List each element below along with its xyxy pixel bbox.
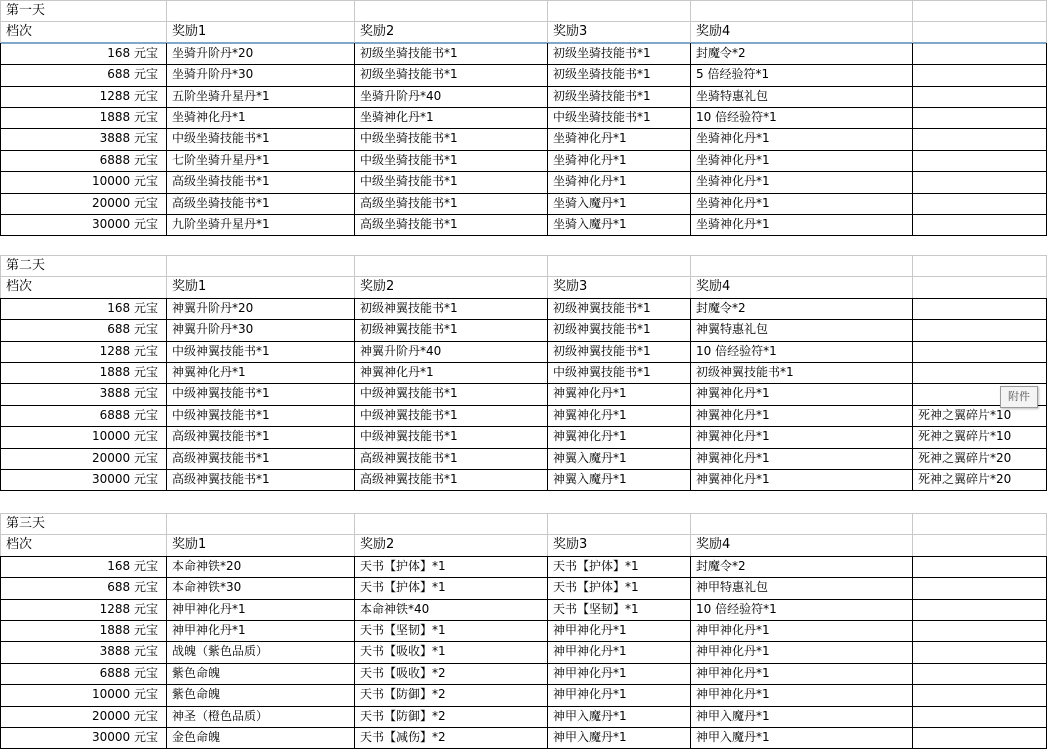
header-reward[interactable]: 奖励1 xyxy=(172,279,207,294)
reward-cell[interactable]: 神圣（橙色品质） xyxy=(172,709,269,723)
reward-cell[interactable] xyxy=(912,43,1047,64)
row-gridline xyxy=(0,469,1047,470)
tier-cell[interactable]: 3888 元宝 xyxy=(99,644,158,658)
reward-cell[interactable]: 中级神翼技能书*1 xyxy=(360,386,458,400)
row-gridline xyxy=(0,341,1047,342)
reward-cell[interactable]: 神翼神化丹*1 xyxy=(553,386,627,400)
reward-cell[interactable] xyxy=(912,341,1047,362)
tier-cell[interactable]: 20000 元宝 xyxy=(92,451,158,465)
tier-cell[interactable]: 20000 元宝 xyxy=(92,196,158,210)
header-reward[interactable]: 奖励3 xyxy=(553,537,588,552)
column-gridline xyxy=(166,513,167,556)
reward-cell[interactable]: 初级坐骑技能书*1 xyxy=(553,67,651,81)
reward-cell[interactable]: 中级神翼技能书*1 xyxy=(553,365,651,379)
column-gridline xyxy=(690,298,691,491)
reward-cell[interactable]: 初级神翼技能书*1 xyxy=(360,322,458,336)
reward-cell[interactable]: 神翼神化丹*1 xyxy=(696,429,770,443)
row-gridline xyxy=(0,534,1047,535)
row-gridline xyxy=(0,128,1047,129)
column-gridline xyxy=(166,556,167,749)
column-gridline xyxy=(166,298,167,491)
reward-cell[interactable]: 神甲入魔丹*1 xyxy=(696,709,770,723)
tier-cell[interactable]: 6888 元宝 xyxy=(99,153,158,167)
tier-cell[interactable]: 168 元宝 xyxy=(107,559,158,573)
column-gridline xyxy=(166,43,167,236)
header-reward[interactable]: 奖励1 xyxy=(172,24,207,39)
row-gridline xyxy=(0,86,1047,87)
reward-cell[interactable]: 紫色命魄 xyxy=(172,666,221,680)
column-gridline xyxy=(912,556,913,749)
row-gridline xyxy=(0,298,1047,299)
reward-cell[interactable]: 神翼神化丹*1 xyxy=(696,386,770,400)
reward-cell[interactable]: 神翼升阶丹*30 xyxy=(172,322,254,336)
reward-cell[interactable]: 天书【防御】*2 xyxy=(360,687,446,701)
header-reward[interactable] xyxy=(912,276,1047,297)
reward-cell[interactable]: 坐骑神化丹*1 xyxy=(696,153,770,167)
row-gridline xyxy=(0,214,1047,215)
tier-cell[interactable]: 168 元宝 xyxy=(107,46,158,60)
tier-cell[interactable]: 1288 元宝 xyxy=(99,344,158,358)
column-gridline xyxy=(912,255,913,298)
reward-cell[interactable]: 中级坐骑技能书*1 xyxy=(360,174,458,188)
reward-cell[interactable]: 神翼升阶丹*20 xyxy=(172,301,254,315)
row-gridline xyxy=(0,706,1047,707)
reward-cell[interactable]: 神甲神化丹*1 xyxy=(553,666,627,680)
column-gridline xyxy=(166,0,167,43)
reward-cell[interactable]: 坐骑神化丹*1 xyxy=(696,174,770,188)
reward-cell[interactable]: 坐骑神化丹*1 xyxy=(696,217,770,231)
row-gridline xyxy=(0,727,1047,728)
row-gridline xyxy=(0,64,1047,65)
reward-cell[interactable]: 坐骑神化丹*1 xyxy=(172,110,246,124)
reward-cell[interactable] xyxy=(912,171,1047,192)
row-gridline xyxy=(0,362,1047,363)
reward-cell[interactable]: 神翼入魔丹*1 xyxy=(553,451,627,465)
reward-cell[interactable]: 坐骑神化丹*1 xyxy=(553,131,627,145)
reward-cell[interactable]: 中级坐骑技能书*1 xyxy=(360,153,458,167)
reward-cell[interactable]: 高级神翼技能书*1 xyxy=(172,472,270,486)
header-reward[interactable]: 奖励4 xyxy=(696,537,731,552)
tier-cell[interactable]: 6888 元宝 xyxy=(99,666,158,680)
reward-cell[interactable]: 天书【坚韧】*1 xyxy=(360,623,446,637)
column-gridline xyxy=(547,0,548,43)
column-gridline xyxy=(0,43,1,236)
row-gridline xyxy=(0,319,1047,320)
column-gridline xyxy=(690,255,691,298)
header-tier[interactable]: 档次 xyxy=(6,279,33,294)
reward-cell[interactable]: 九阶坐骑升星丹*1 xyxy=(172,217,270,231)
reward-cell[interactable]: 高级坐骑技能书*1 xyxy=(360,196,458,210)
reward-cell[interactable]: 神翼神化丹*1 xyxy=(696,451,770,465)
reward-cell[interactable]: 神翼神化丹*1 xyxy=(553,408,627,422)
reward-cell[interactable]: 高级坐骑技能书*1 xyxy=(172,196,270,210)
row-gridline xyxy=(0,599,1047,600)
column-gridline xyxy=(0,255,1,298)
reward-cell[interactable]: 死神之翼碎片*10 xyxy=(918,408,1012,422)
tier-cell[interactable]: 10000 元宝 xyxy=(92,687,158,701)
row-gridline xyxy=(0,620,1047,621)
reward-cell[interactable] xyxy=(912,107,1047,128)
column-gridline xyxy=(547,513,548,556)
reward-cell[interactable]: 神翼神化丹*1 xyxy=(172,365,246,379)
reward-cell[interactable]: 神翼特惠礼包 xyxy=(696,322,769,336)
column-gridline xyxy=(0,0,1,43)
row-gridline xyxy=(0,383,1047,384)
reward-cell[interactable]: 神甲神化丹*1 xyxy=(696,666,770,680)
row-gridline xyxy=(0,150,1047,151)
reward-cell[interactable]: 天书【吸收】*2 xyxy=(360,666,446,680)
tier-cell[interactable]: 688 元宝 xyxy=(107,580,158,594)
row-gridline xyxy=(0,448,1047,449)
row-gridline xyxy=(0,0,1047,1)
reward-cell[interactable]: 初级坐骑技能书*1 xyxy=(553,89,651,103)
reward-cell[interactable] xyxy=(912,577,1047,598)
header-reward[interactable] xyxy=(912,534,1047,555)
header-reward[interactable]: 奖励2 xyxy=(360,537,395,552)
reward-cell[interactable]: 坐骑神化丹*1 xyxy=(553,153,627,167)
column-gridline xyxy=(354,43,355,236)
reward-cell[interactable]: 坐骑升阶丹*20 xyxy=(172,46,254,60)
reward-cell[interactable]: 坐骑入魔丹*1 xyxy=(553,217,627,231)
reward-cell[interactable]: 初级神翼技能书*1 xyxy=(696,365,794,379)
reward-cell[interactable]: 高级坐骑技能书*1 xyxy=(360,217,458,231)
column-gridline xyxy=(0,556,1,749)
column-gridline xyxy=(690,43,691,236)
reward-cell[interactable] xyxy=(912,706,1047,727)
reward-cell[interactable]: 初级神翼技能书*1 xyxy=(360,301,458,315)
row-gridline xyxy=(0,513,1047,514)
tier-cell[interactable]: 1288 元宝 xyxy=(99,602,158,616)
row-gridline xyxy=(0,577,1047,578)
tier-cell[interactable]: 1288 元宝 xyxy=(99,89,158,103)
reward-cell[interactable]: 七阶坐骑升星丹*1 xyxy=(172,153,270,167)
column-gridline xyxy=(547,298,548,491)
tier-cell[interactable]: 10000 元宝 xyxy=(92,174,158,188)
reward-cell[interactable]: 神翼神化丹*1 xyxy=(360,365,434,379)
reward-cell[interactable]: 神甲神化丹*1 xyxy=(696,644,770,658)
reward-cell[interactable] xyxy=(912,298,1047,319)
reward-cell[interactable] xyxy=(912,319,1047,340)
attachment-tooltip[interactable]: 附件 xyxy=(1000,386,1038,408)
column-gridline xyxy=(166,255,167,298)
reward-cell[interactable]: 初级神翼技能书*1 xyxy=(553,344,651,358)
row-gridline xyxy=(0,748,1047,749)
reward-cell[interactable] xyxy=(912,214,1047,235)
reward-cell[interactable]: 本命神铁*40 xyxy=(360,602,430,616)
reward-cell[interactable]: 神甲神化丹*1 xyxy=(172,602,246,616)
row-gridline xyxy=(0,684,1047,685)
header-tier[interactable]: 档次 xyxy=(6,24,33,39)
reward-cell[interactable]: 高级神翼技能书*1 xyxy=(172,451,270,465)
section-title[interactable]: 第一天 xyxy=(6,3,46,18)
column-gridline xyxy=(912,298,913,491)
reward-cell[interactable] xyxy=(912,362,1047,383)
reward-cell[interactable]: 初级坐骑技能书*1 xyxy=(360,67,458,81)
tier-cell[interactable]: 688 元宝 xyxy=(107,322,158,336)
row-gridline xyxy=(0,107,1047,108)
column-gridline xyxy=(690,0,691,43)
header-reward[interactable]: 奖励3 xyxy=(553,279,588,294)
reward-cell[interactable]: 神甲神化丹*1 xyxy=(696,623,770,637)
reward-cell[interactable]: 神翼神化丹*1 xyxy=(553,429,627,443)
reward-cell[interactable]: 中级神翼技能书*1 xyxy=(172,344,270,358)
reward-cell[interactable]: 高级神翼技能书*1 xyxy=(360,472,458,486)
reward-cell[interactable]: 神甲入魔丹*1 xyxy=(553,730,627,744)
reward-cell[interactable]: 神翼神化丹*1 xyxy=(696,408,770,422)
reward-cell[interactable]: 中级神翼技能书*1 xyxy=(360,429,458,443)
reward-cell[interactable]: 金色命魄 xyxy=(172,730,221,744)
header-reward[interactable]: 奖励4 xyxy=(696,24,731,39)
tier-cell[interactable]: 3888 元宝 xyxy=(99,386,158,400)
reward-cell[interactable]: 天书【护体】*1 xyxy=(553,559,639,573)
reward-cell[interactable] xyxy=(912,663,1047,684)
tier-cell[interactable]: 30000 元宝 xyxy=(92,217,158,231)
reward-cell[interactable]: 天书【坚韧】*1 xyxy=(553,602,639,616)
reward-cell[interactable]: 神甲特惠礼包 xyxy=(696,580,769,594)
reward-cell[interactable] xyxy=(912,64,1047,85)
reward-cell[interactable] xyxy=(912,599,1047,620)
reward-cell[interactable]: 天书【吸收】*1 xyxy=(360,644,446,658)
reward-cell[interactable]: 本命神铁*20 xyxy=(172,559,242,573)
reward-cell[interactable]: 中级坐骑技能书*1 xyxy=(553,110,651,124)
reward-cell[interactable]: 坐骑入魔丹*1 xyxy=(553,196,627,210)
tier-cell[interactable]: 30000 元宝 xyxy=(92,472,158,486)
column-gridline xyxy=(690,513,691,556)
reward-cell[interactable] xyxy=(912,86,1047,107)
reward-cell[interactable] xyxy=(912,556,1047,577)
column-gridline xyxy=(547,255,548,298)
reward-cell[interactable]: 中级神翼技能书*1 xyxy=(172,386,270,400)
reward-cell[interactable]: 神翼神化丹*1 xyxy=(696,472,770,486)
reward-cell[interactable]: 死神之翼碎片*10 xyxy=(918,429,1012,443)
column-gridline xyxy=(0,513,1,556)
reward-cell[interactable]: 神翼入魔丹*1 xyxy=(553,472,627,486)
reward-cell[interactable]: 坐骑特惠礼包 xyxy=(696,89,769,103)
column-gridline xyxy=(354,513,355,556)
row-gridline xyxy=(0,663,1047,664)
column-gridline xyxy=(912,43,913,236)
tier-cell[interactable]: 1888 元宝 xyxy=(99,110,158,124)
reward-cell[interactable]: 神甲入魔丹*1 xyxy=(553,709,627,723)
reward-cell[interactable]: 5 倍经验符*1 xyxy=(696,67,770,81)
reward-cell[interactable]: 坐骑神化丹*1 xyxy=(553,174,627,188)
reward-cell[interactable]: 初级坐骑技能书*1 xyxy=(553,46,651,60)
reward-cell[interactable]: 战魄（紫色品质） xyxy=(172,644,269,658)
reward-cell[interactable]: 天书【防御】*2 xyxy=(360,709,446,723)
header-tier[interactable]: 档次 xyxy=(6,537,33,552)
column-gridline xyxy=(0,298,1,491)
column-gridline xyxy=(547,556,548,749)
section-title[interactable]: 第二天 xyxy=(6,258,46,273)
reward-cell[interactable]: 封魔令*2 xyxy=(696,301,746,315)
reward-cell[interactable]: 神甲神化丹*1 xyxy=(553,623,627,637)
row-gridline xyxy=(0,255,1047,256)
reward-cell[interactable]: 五阶坐骑升星丹*1 xyxy=(172,89,270,103)
reward-cell[interactable]: 坐骑神化丹*1 xyxy=(360,110,434,124)
column-gridline xyxy=(354,0,355,43)
reward-cell[interactable]: 天书【护体】*1 xyxy=(360,580,446,594)
reward-cell[interactable]: 神甲神化丹*1 xyxy=(553,644,627,658)
reward-cell[interactable]: 初级坐骑技能书*1 xyxy=(360,46,458,60)
column-gridline xyxy=(912,513,913,556)
header-reward[interactable]: 奖励2 xyxy=(360,279,395,294)
column-gridline xyxy=(354,255,355,298)
reward-cell[interactable]: 中级坐骑技能书*1 xyxy=(172,131,270,145)
reward-cell[interactable]: 封魔令*2 xyxy=(696,46,746,60)
header-reward[interactable]: 奖励3 xyxy=(553,24,588,39)
reward-cell[interactable]: 神甲神化丹*1 xyxy=(696,687,770,701)
reward-cell[interactable]: 10 倍经验符*1 xyxy=(696,344,777,358)
column-gridline xyxy=(547,43,548,236)
reward-cell[interactable] xyxy=(912,620,1047,641)
reward-cell[interactable]: 中级神翼技能书*1 xyxy=(360,408,458,422)
selection-border xyxy=(0,42,1047,44)
reward-cell[interactable]: 坐骑神化丹*1 xyxy=(696,131,770,145)
row-gridline xyxy=(0,556,1047,557)
row-gridline xyxy=(0,641,1047,642)
reward-cell[interactable]: 初级神翼技能书*1 xyxy=(553,301,651,315)
reward-cell[interactable] xyxy=(912,150,1047,171)
row-gridline xyxy=(0,171,1047,172)
tier-cell[interactable]: 10000 元宝 xyxy=(92,429,158,443)
reward-cell[interactable] xyxy=(912,684,1047,705)
tier-cell[interactable]: 20000 元宝 xyxy=(92,709,158,723)
reward-cell[interactable]: 神甲神化丹*1 xyxy=(553,687,627,701)
reward-cell[interactable]: 封魔令*2 xyxy=(696,559,746,573)
header-reward[interactable] xyxy=(912,21,1047,42)
tier-cell[interactable]: 1888 元宝 xyxy=(99,365,158,379)
row-gridline xyxy=(0,276,1047,277)
column-gridline xyxy=(690,556,691,749)
reward-cell[interactable]: 高级神翼技能书*1 xyxy=(360,451,458,465)
reward-cell[interactable]: 天书【护体】*1 xyxy=(360,559,446,573)
header-reward[interactable]: 奖励2 xyxy=(360,24,395,39)
reward-cell[interactable]: 坐骑升阶丹*30 xyxy=(172,67,254,81)
reward-cell[interactable]: 中级神翼技能书*1 xyxy=(172,408,270,422)
header-reward[interactable]: 奖励4 xyxy=(696,279,731,294)
reward-cell[interactable]: 本命神铁*30 xyxy=(172,580,242,594)
reward-cell[interactable] xyxy=(912,727,1047,748)
tier-cell[interactable]: 688 元宝 xyxy=(107,67,158,81)
reward-cell[interactable]: 天书【护体】*1 xyxy=(553,580,639,594)
row-gridline xyxy=(0,405,1047,406)
tier-cell[interactable]: 6888 元宝 xyxy=(99,408,158,422)
row-gridline xyxy=(0,21,1047,22)
reward-cell[interactable]: 中级坐骑技能书*1 xyxy=(360,131,458,145)
reward-cell[interactable]: 天书【减伤】*2 xyxy=(360,730,446,744)
tier-cell[interactable]: 30000 元宝 xyxy=(92,730,158,744)
reward-cell[interactable] xyxy=(912,193,1047,214)
tier-cell[interactable]: 1888 元宝 xyxy=(99,623,158,637)
reward-cell[interactable]: 高级坐骑技能书*1 xyxy=(172,174,270,188)
header-reward[interactable]: 奖励1 xyxy=(172,537,207,552)
column-gridline xyxy=(354,556,355,749)
column-gridline xyxy=(912,0,913,43)
row-gridline xyxy=(0,193,1047,194)
reward-cell[interactable]: 初级神翼技能书*1 xyxy=(553,322,651,336)
reward-cell[interactable]: 10 倍经验符*1 xyxy=(696,110,777,124)
reward-cell[interactable]: 死神之翼碎片*20 xyxy=(918,451,1012,465)
reward-cell[interactable]: 坐骑神化丹*1 xyxy=(696,196,770,210)
reward-cell[interactable]: 10 倍经验符*1 xyxy=(696,602,777,616)
reward-cell[interactable]: 紫色命魄 xyxy=(172,687,221,701)
column-gridline xyxy=(354,298,355,491)
tier-cell[interactable]: 168 元宝 xyxy=(107,301,158,315)
reward-cell[interactable] xyxy=(912,641,1047,662)
reward-cell[interactable]: 死神之翼碎片*20 xyxy=(918,472,1012,486)
row-gridline xyxy=(0,426,1047,427)
row-gridline xyxy=(0,490,1047,491)
section-title[interactable]: 第三天 xyxy=(6,516,46,531)
reward-cell[interactable]: 神甲神化丹*1 xyxy=(172,623,246,637)
reward-cell[interactable]: 神翼升阶丹*40 xyxy=(360,344,442,358)
reward-cell[interactable]: 神甲入魔丹*1 xyxy=(696,730,770,744)
reward-cell[interactable]: 坐骑升阶丹*40 xyxy=(360,89,442,103)
reward-cell[interactable] xyxy=(912,128,1047,149)
tier-cell[interactable]: 3888 元宝 xyxy=(99,131,158,145)
row-gridline xyxy=(0,235,1047,236)
reward-cell[interactable]: 高级神翼技能书*1 xyxy=(172,429,270,443)
